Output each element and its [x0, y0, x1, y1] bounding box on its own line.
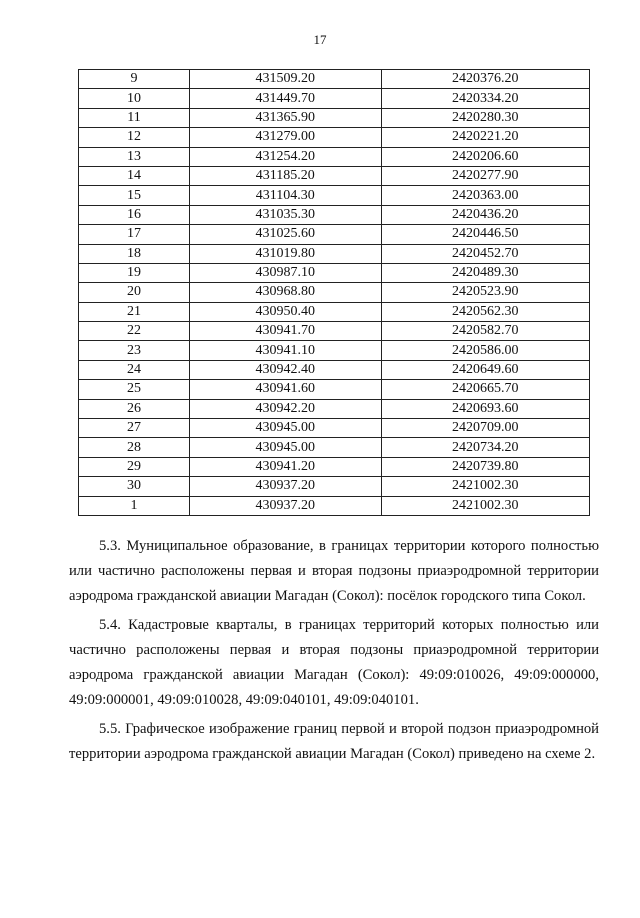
point-number-cell: 1 — [79, 496, 190, 515]
y-coordinate-cell: 2420734.20 — [381, 438, 589, 457]
coordinates-table-body — [79, 70, 590, 516]
y-coordinate-cell: 2420489.30 — [381, 263, 589, 282]
y-coordinate-cell: 2420739.80 — [381, 457, 589, 476]
point-number-cell: 17 — [79, 225, 190, 244]
y-coordinate-cell: 2420436.20 — [381, 205, 589, 224]
table-row — [79, 205, 590, 224]
y-coordinate-cell: 2420452.70 — [381, 244, 589, 263]
table-row — [79, 457, 590, 476]
x-coordinate-cell: 431365.90 — [189, 108, 381, 127]
table-row — [79, 419, 590, 438]
x-coordinate-cell: 430945.00 — [189, 419, 381, 438]
point-number-cell: 14 — [79, 166, 190, 185]
point-number-cell: 10 — [79, 89, 190, 108]
point-number-cell: 29 — [79, 457, 190, 476]
table-row — [79, 399, 590, 418]
table-row — [79, 166, 590, 185]
x-coordinate-cell: 431019.80 — [189, 244, 381, 263]
x-coordinate-cell: 430945.00 — [189, 438, 381, 457]
table-row — [79, 302, 590, 321]
table-row — [79, 89, 590, 108]
table-row — [79, 360, 590, 379]
x-coordinate-cell: 431035.30 — [189, 205, 381, 224]
x-coordinate-cell: 430941.20 — [189, 457, 381, 476]
point-number-cell: 28 — [79, 438, 190, 457]
point-number-cell: 9 — [79, 70, 190, 89]
coordinates-table — [78, 69, 590, 516]
x-coordinate-cell: 431449.70 — [189, 89, 381, 108]
x-coordinate-cell: 430941.10 — [189, 341, 381, 360]
y-coordinate-cell: 2420649.60 — [381, 360, 589, 379]
point-number-cell: 30 — [79, 477, 190, 496]
x-coordinate-cell: 430937.20 — [189, 496, 381, 515]
point-number-cell: 12 — [79, 128, 190, 147]
x-coordinate-cell: 431509.20 — [189, 70, 381, 89]
y-coordinate-cell: 2420277.90 — [381, 166, 589, 185]
y-coordinate-cell: 2420709.00 — [381, 419, 589, 438]
paragraph-5-4: 5.4. Кадастровые кварталы, в границах территорий которых полностью или частично расположены первая и вторая подзоны приаэродромной территории аэродрома гражданской авиации Магадан (Сокол): 49:09:010026, 49:09:000000, 49:09:000001, 49:09:010028, 49:09:040101, 49:09:040101. — [69, 617, 599, 708]
table-row — [79, 70, 590, 89]
table-row — [79, 147, 590, 166]
point-number-cell: 23 — [79, 341, 190, 360]
x-coordinate-cell: 431025.60 — [189, 225, 381, 244]
point-number-cell: 15 — [79, 186, 190, 205]
table-row — [79, 322, 590, 341]
y-coordinate-cell: 2420665.70 — [381, 380, 589, 399]
paragraph-5-3: 5.3. Муниципальное образование, в границах территории которого полностью или частично расположены первая и вторая подзоны приаэродромной территории аэродрома гражданской авиации Магадан (Сокол): посёлок городского типа Сокол. — [69, 538, 599, 604]
point-number-cell: 27 — [79, 419, 190, 438]
y-coordinate-cell: 2420221.20 — [381, 128, 589, 147]
y-coordinate-cell: 2421002.30 — [381, 496, 589, 515]
point-number-cell: 18 — [79, 244, 190, 263]
paragraph-5-5: 5.5. Графическое изображение границ первой и второй подзон приаэродромной территории аэродрома гражданской авиации Магадан (Сокол) приведено на схеме 2. — [69, 721, 599, 762]
x-coordinate-cell: 430987.10 — [189, 263, 381, 282]
y-coordinate-cell: 2420693.60 — [381, 399, 589, 418]
y-coordinate-cell: 2420562.30 — [381, 302, 589, 321]
x-coordinate-cell: 430941.60 — [189, 380, 381, 399]
y-coordinate-cell: 2420206.60 — [381, 147, 589, 166]
x-coordinate-cell: 430942.40 — [189, 360, 381, 379]
point-number-cell: 13 — [79, 147, 190, 166]
table-row — [79, 263, 590, 282]
y-coordinate-cell: 2420582.70 — [381, 322, 589, 341]
x-coordinate-cell: 431104.30 — [189, 186, 381, 205]
y-coordinate-cell: 2420446.50 — [381, 225, 589, 244]
x-coordinate-cell: 430950.40 — [189, 302, 381, 321]
point-number-cell: 25 — [79, 380, 190, 399]
page-number: 17 — [313, 32, 327, 47]
table-row — [79, 128, 590, 147]
table-row — [79, 283, 590, 302]
table-row — [79, 341, 590, 360]
x-coordinate-cell: 430937.20 — [189, 477, 381, 496]
x-coordinate-cell: 430942.20 — [189, 399, 381, 418]
point-number-cell: 24 — [79, 360, 190, 379]
y-coordinate-cell: 2420280.30 — [381, 108, 589, 127]
point-number-cell: 19 — [79, 263, 190, 282]
document-body — [69, 534, 599, 771]
x-coordinate-cell: 430941.70 — [189, 322, 381, 341]
x-coordinate-cell: 431185.20 — [189, 166, 381, 185]
table-row — [79, 108, 590, 127]
y-coordinate-cell: 2420376.20 — [381, 70, 589, 89]
point-number-cell: 22 — [79, 322, 190, 341]
y-coordinate-cell: 2420523.90 — [381, 283, 589, 302]
x-coordinate-cell: 431254.20 — [189, 147, 381, 166]
table-row — [79, 244, 590, 263]
table-row — [79, 477, 590, 496]
point-number-cell: 16 — [79, 205, 190, 224]
point-number-cell: 11 — [79, 108, 190, 127]
y-coordinate-cell: 2420334.20 — [381, 89, 589, 108]
table-row — [79, 496, 590, 515]
y-coordinate-cell: 2421002.30 — [381, 477, 589, 496]
table-row — [79, 438, 590, 457]
point-number-cell: 20 — [79, 283, 190, 302]
y-coordinate-cell: 2420363.00 — [381, 186, 589, 205]
x-coordinate-cell: 430968.80 — [189, 283, 381, 302]
table-row — [79, 380, 590, 399]
table-row — [79, 225, 590, 244]
point-number-cell: 26 — [79, 399, 190, 418]
y-coordinate-cell: 2420586.00 — [381, 341, 589, 360]
x-coordinate-cell: 431279.00 — [189, 128, 381, 147]
point-number-cell: 21 — [79, 302, 190, 321]
table-row — [79, 186, 590, 205]
